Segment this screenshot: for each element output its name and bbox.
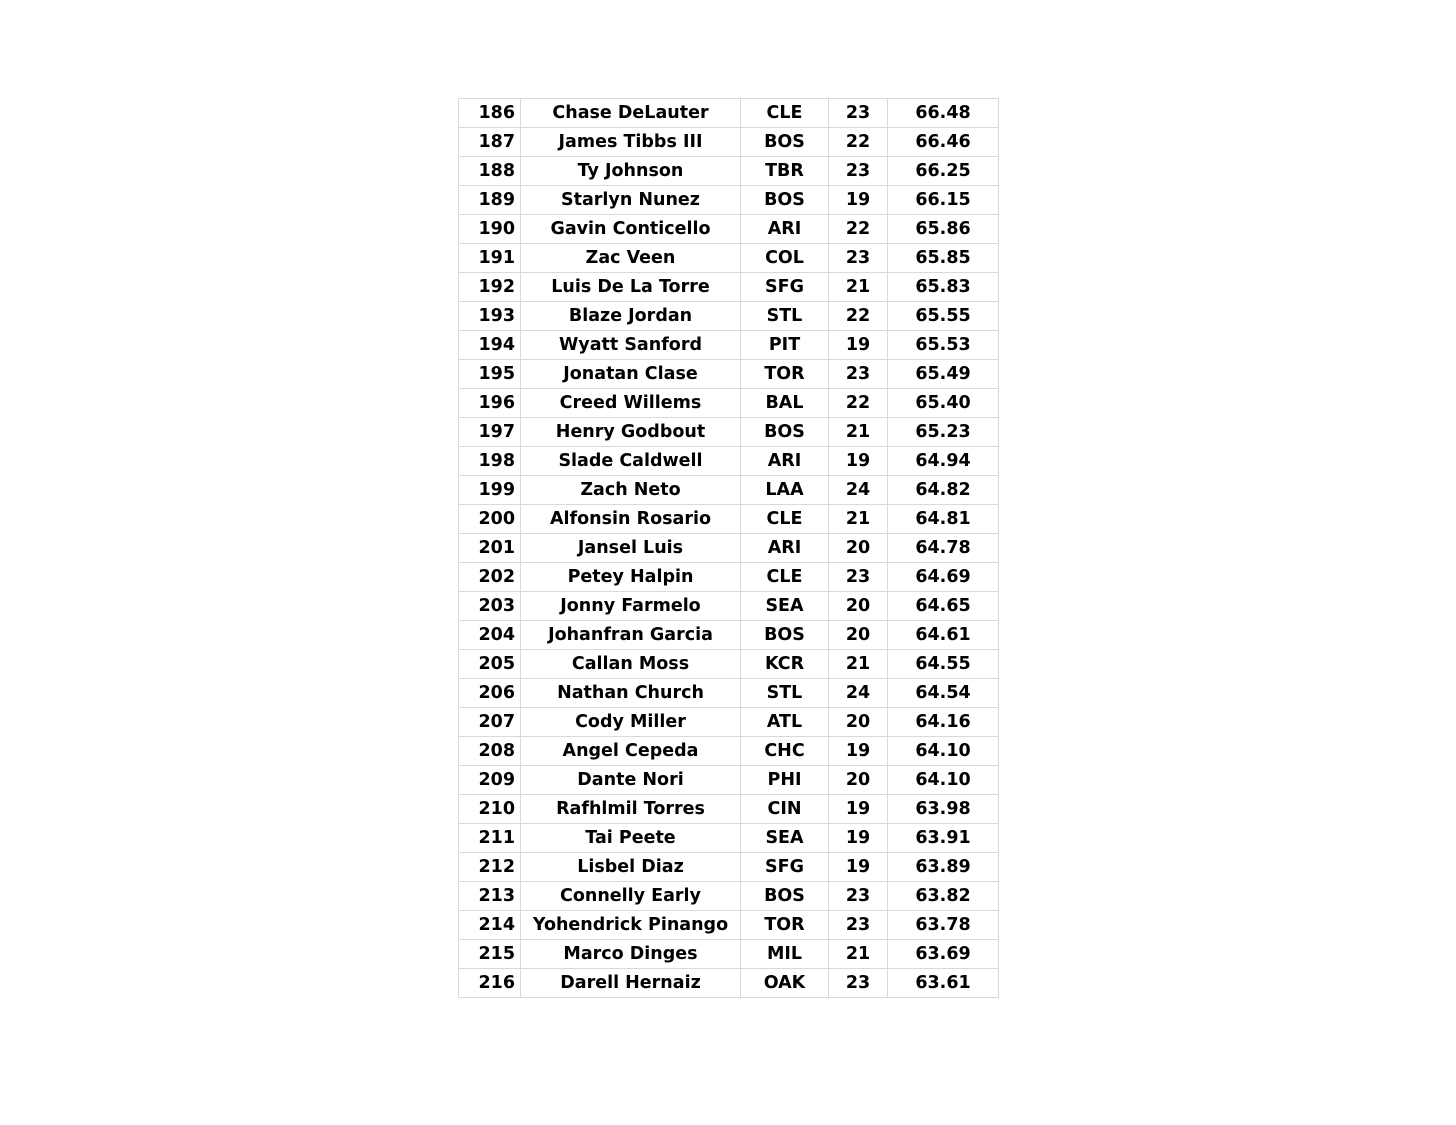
player-name-cell: Creed Willems — [521, 389, 741, 418]
rank-cell: 209 — [459, 766, 521, 795]
table-row — [459, 360, 999, 389]
table-row — [459, 940, 999, 969]
age-cell: 19 — [829, 447, 888, 476]
team-cell: KCR — [741, 650, 829, 679]
score-cell: 63.89 — [888, 853, 999, 882]
team-cell: BOS — [741, 621, 829, 650]
age-cell: 23 — [829, 157, 888, 186]
table-row — [459, 389, 999, 418]
score-cell: 65.55 — [888, 302, 999, 331]
team-cell: SFG — [741, 273, 829, 302]
team-cell: BOS — [741, 186, 829, 215]
team-cell: LAA — [741, 476, 829, 505]
team-cell: BAL — [741, 389, 829, 418]
age-cell: 19 — [829, 853, 888, 882]
team-cell: TOR — [741, 911, 829, 940]
player-name-cell: Zac Veen — [521, 244, 741, 273]
team-cell: PHI — [741, 766, 829, 795]
rank-cell: 206 — [459, 679, 521, 708]
player-name-cell: Cody Miller — [521, 708, 741, 737]
score-cell: 64.65 — [888, 592, 999, 621]
age-cell: 20 — [829, 766, 888, 795]
score-cell: 65.85 — [888, 244, 999, 273]
age-cell: 23 — [829, 911, 888, 940]
score-cell: 64.94 — [888, 447, 999, 476]
score-cell: 66.15 — [888, 186, 999, 215]
table-row — [459, 795, 999, 824]
rank-cell: 198 — [459, 447, 521, 476]
table-row — [459, 621, 999, 650]
rank-cell: 202 — [459, 563, 521, 592]
age-cell: 24 — [829, 679, 888, 708]
table-row — [459, 128, 999, 157]
table-row — [459, 418, 999, 447]
score-cell: 64.69 — [888, 563, 999, 592]
table-row — [459, 708, 999, 737]
player-name-cell: Nathan Church — [521, 679, 741, 708]
player-name-cell: James Tibbs III — [521, 128, 741, 157]
age-cell: 23 — [829, 969, 888, 998]
team-cell: ARI — [741, 447, 829, 476]
age-cell: 19 — [829, 824, 888, 853]
score-cell: 63.91 — [888, 824, 999, 853]
table-row — [459, 766, 999, 795]
age-cell: 19 — [829, 331, 888, 360]
player-name-cell: Jansel Luis — [521, 534, 741, 563]
player-name-cell: Callan Moss — [521, 650, 741, 679]
table-row — [459, 969, 999, 998]
table-row — [459, 302, 999, 331]
player-name-cell: Marco Dinges — [521, 940, 741, 969]
score-cell: 64.54 — [888, 679, 999, 708]
rank-cell: 205 — [459, 650, 521, 679]
score-cell: 64.10 — [888, 737, 999, 766]
player-name-cell: Henry Godbout — [521, 418, 741, 447]
team-cell: CLE — [741, 99, 829, 128]
age-cell: 23 — [829, 99, 888, 128]
team-cell: CLE — [741, 563, 829, 592]
player-name-cell: Wyatt Sanford — [521, 331, 741, 360]
player-name-cell: Jonny Farmelo — [521, 592, 741, 621]
score-cell: 65.40 — [888, 389, 999, 418]
rank-cell: 207 — [459, 708, 521, 737]
player-name-cell: Chase DeLauter — [521, 99, 741, 128]
table-row — [459, 824, 999, 853]
score-cell: 65.83 — [888, 273, 999, 302]
player-name-cell: Blaze Jordan — [521, 302, 741, 331]
table-row — [459, 215, 999, 244]
table-row — [459, 273, 999, 302]
age-cell: 19 — [829, 795, 888, 824]
rank-cell: 208 — [459, 737, 521, 766]
player-name-cell: Johanfran Garcia — [521, 621, 741, 650]
table-row — [459, 505, 999, 534]
score-cell: 65.86 — [888, 215, 999, 244]
table-row — [459, 331, 999, 360]
age-cell: 21 — [829, 650, 888, 679]
team-cell: OAK — [741, 969, 829, 998]
team-cell: STL — [741, 302, 829, 331]
score-cell: 66.46 — [888, 128, 999, 157]
age-cell: 21 — [829, 940, 888, 969]
score-cell: 66.48 — [888, 99, 999, 128]
team-cell: TOR — [741, 360, 829, 389]
rank-cell: 189 — [459, 186, 521, 215]
age-cell: 20 — [829, 592, 888, 621]
team-cell: BOS — [741, 882, 829, 911]
table-row — [459, 853, 999, 882]
team-cell: MIL — [741, 940, 829, 969]
player-name-cell: Slade Caldwell — [521, 447, 741, 476]
age-cell: 20 — [829, 534, 888, 563]
player-name-cell: Connelly Early — [521, 882, 741, 911]
player-name-cell: Petey Halpin — [521, 563, 741, 592]
player-name-cell: Jonatan Clase — [521, 360, 741, 389]
age-cell: 21 — [829, 418, 888, 447]
player-name-cell: Gavin Conticello — [521, 215, 741, 244]
table-row — [459, 563, 999, 592]
team-cell: BOS — [741, 418, 829, 447]
table-row — [459, 244, 999, 273]
team-cell: CHC — [741, 737, 829, 766]
score-cell: 65.23 — [888, 418, 999, 447]
age-cell: 22 — [829, 215, 888, 244]
table-row — [459, 737, 999, 766]
rank-cell: 195 — [459, 360, 521, 389]
rank-cell: 194 — [459, 331, 521, 360]
score-cell: 63.69 — [888, 940, 999, 969]
table-body — [459, 99, 999, 998]
team-cell: SEA — [741, 824, 829, 853]
team-cell: CIN — [741, 795, 829, 824]
score-cell: 64.61 — [888, 621, 999, 650]
player-name-cell: Yohendrick Pinango — [521, 911, 741, 940]
rank-cell: 187 — [459, 128, 521, 157]
rank-cell: 215 — [459, 940, 521, 969]
age-cell: 21 — [829, 273, 888, 302]
score-cell: 63.98 — [888, 795, 999, 824]
table-row — [459, 534, 999, 563]
team-cell: ARI — [741, 534, 829, 563]
team-cell: ARI — [741, 215, 829, 244]
player-name-cell: Tai Peete — [521, 824, 741, 853]
age-cell: 20 — [829, 621, 888, 650]
rank-cell: 192 — [459, 273, 521, 302]
player-name-cell: Ty Johnson — [521, 157, 741, 186]
rank-cell: 186 — [459, 99, 521, 128]
age-cell: 24 — [829, 476, 888, 505]
rank-cell: 199 — [459, 476, 521, 505]
team-cell: CLE — [741, 505, 829, 534]
age-cell: 23 — [829, 563, 888, 592]
player-name-cell: Zach Neto — [521, 476, 741, 505]
player-name-cell: Dante Nori — [521, 766, 741, 795]
age-cell: 19 — [829, 186, 888, 215]
score-cell: 64.16 — [888, 708, 999, 737]
score-cell: 66.25 — [888, 157, 999, 186]
player-name-cell: Darell Hernaiz — [521, 969, 741, 998]
team-cell: BOS — [741, 128, 829, 157]
score-cell: 64.81 — [888, 505, 999, 534]
rank-cell: 213 — [459, 882, 521, 911]
team-cell: SFG — [741, 853, 829, 882]
rank-cell: 193 — [459, 302, 521, 331]
table-row — [459, 476, 999, 505]
team-cell: COL — [741, 244, 829, 273]
age-cell: 23 — [829, 360, 888, 389]
age-cell: 19 — [829, 737, 888, 766]
score-cell: 64.78 — [888, 534, 999, 563]
age-cell: 21 — [829, 505, 888, 534]
team-cell: PIT — [741, 331, 829, 360]
player-name-cell: Luis De La Torre — [521, 273, 741, 302]
team-cell: TBR — [741, 157, 829, 186]
score-cell: 63.82 — [888, 882, 999, 911]
age-cell: 20 — [829, 708, 888, 737]
rank-cell: 200 — [459, 505, 521, 534]
table-row — [459, 650, 999, 679]
rank-cell: 211 — [459, 824, 521, 853]
rank-cell: 210 — [459, 795, 521, 824]
table-row — [459, 157, 999, 186]
rank-cell: 204 — [459, 621, 521, 650]
team-cell: SEA — [741, 592, 829, 621]
player-name-cell: Rafhlmil Torres — [521, 795, 741, 824]
age-cell: 22 — [829, 128, 888, 157]
player-name-cell: Starlyn Nunez — [521, 186, 741, 215]
prospect-rankings-table — [458, 98, 999, 998]
age-cell: 23 — [829, 882, 888, 911]
score-cell: 63.61 — [888, 969, 999, 998]
player-name-cell: Alfonsin Rosario — [521, 505, 741, 534]
rank-cell: 216 — [459, 969, 521, 998]
score-cell: 64.10 — [888, 766, 999, 795]
player-name-cell: Angel Cepeda — [521, 737, 741, 766]
age-cell: 22 — [829, 302, 888, 331]
table-row — [459, 911, 999, 940]
team-cell: STL — [741, 679, 829, 708]
table-row — [459, 99, 999, 128]
table-row — [459, 186, 999, 215]
player-name-cell: Lisbel Diaz — [521, 853, 741, 882]
rank-cell: 212 — [459, 853, 521, 882]
rank-cell: 201 — [459, 534, 521, 563]
table-row — [459, 447, 999, 476]
score-cell: 65.53 — [888, 331, 999, 360]
rank-cell: 214 — [459, 911, 521, 940]
score-cell: 64.82 — [888, 476, 999, 505]
rank-cell: 197 — [459, 418, 521, 447]
rank-cell: 190 — [459, 215, 521, 244]
team-cell: ATL — [741, 708, 829, 737]
rank-cell: 188 — [459, 157, 521, 186]
score-cell: 63.78 — [888, 911, 999, 940]
rank-cell: 191 — [459, 244, 521, 273]
age-cell: 23 — [829, 244, 888, 273]
rank-cell: 203 — [459, 592, 521, 621]
table-row — [459, 679, 999, 708]
score-cell: 65.49 — [888, 360, 999, 389]
age-cell: 22 — [829, 389, 888, 418]
rank-cell: 196 — [459, 389, 521, 418]
score-cell: 64.55 — [888, 650, 999, 679]
table-row — [459, 592, 999, 621]
table-row — [459, 882, 999, 911]
